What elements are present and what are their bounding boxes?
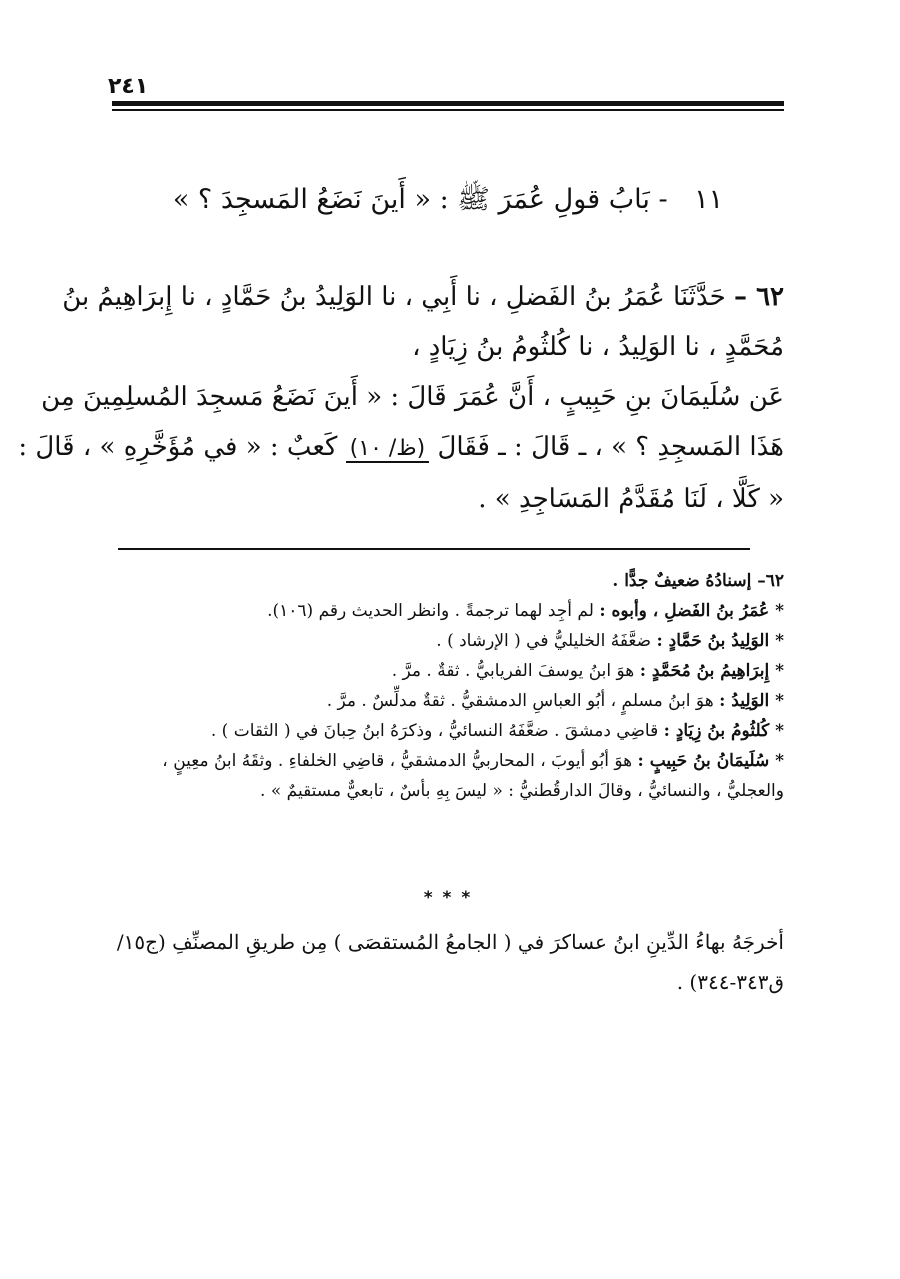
- hadith-number: ٦٢ –: [734, 282, 784, 312]
- narrator-note: هوَ ابنُ مسلمٍ ، أبُو العباسِ الدمشقيُّ . ثقةٌ مدلِّسٌ . مرَّ .: [326, 691, 714, 711]
- hadith-line-4-start: هَذَا المَسجِدِ ؟ » ، ـ قَالَ : ـ فَقَالَ: [437, 432, 784, 462]
- footnote-narrator-4: [112, 686, 784, 716]
- hadith-line-4-end: كَعبٌ : « في مُؤَخَّرِهِ » ، قَالَ :: [18, 432, 338, 462]
- footnote-narrator-6: [112, 746, 784, 776]
- narrator-name: * عُمَرُ بنُ الفَضلِ ، وأبوه :: [599, 601, 784, 621]
- narrator-name: * سُلَيمَانُ بنُ حَبِيبٍ :: [637, 751, 784, 771]
- header-rule-thick: [112, 101, 784, 106]
- chapter-title: [112, 180, 784, 220]
- narrator-name: * كُلثُومُ بنُ زِيَادٍ :: [663, 721, 784, 741]
- hadith-line-5: « كَلَّا ، لَنَا مُقَدَّمُ المَسَاجِدِ » .: [478, 484, 784, 514]
- page-number: ٢٤١: [108, 74, 149, 99]
- footnote-heading: ٦٢– إسنادُهُ ضعيفٌ جدًّا .: [612, 571, 784, 591]
- hadith-line-3: عَن سُلَيمَانَ بنِ حَبِيبٍ ، أَنَّ عُمَرَ قَالَ : « أَينَ نَضَعُ مَسجِدَ المُسلِمِينَ مِن: [41, 382, 784, 412]
- narrator-name: * الوَلِيدُ :: [719, 691, 784, 711]
- narrator-note: هوَ أبُو أيوبَ ، المحاربيُّ الدمشقيُّ ، قاضِي الخلفاءِ . وثقَهُ ابنُ معِينٍ ،: [162, 751, 633, 771]
- narrator-name: * الوَلِيدُ بنُ حَمَّادٍ :: [656, 631, 784, 651]
- footnote-narrator-3: [112, 656, 784, 686]
- manuscript-reference: (ظ/ ١٠): [346, 436, 430, 463]
- hadith-line-4: [18, 422, 784, 474]
- appendix-line-2: ق٣٤٣-٣٤٤) .: [676, 970, 784, 994]
- footnote-narrator-5: [112, 716, 784, 746]
- narrator-note: قاضِي دمشقَ . ضعَّفَهُ النسائيُّ ، وذكرَهُ ابنُ حِبانَ في ( الثقات ) .: [210, 721, 659, 741]
- footnotes: [112, 566, 784, 806]
- hadith-text: [18, 272, 784, 524]
- narrator-note: هوَ ابنُ يوسفَ الفريابيُّ . ثقةٌ . مرَّ .: [391, 661, 635, 681]
- chapter-title-text: - بَابُ قولِ عُمَرَ ﷺ : « أَينَ نَضَعُ المَسجِدَ ؟ »: [172, 184, 668, 215]
- appendix-line-1: أخرجَهُ بهاءُ الدِّينِ ابنُ عساكرَ في ( الجامعُ المُستقصَى ) مِن طريقِ المصنِّفِ (ج١٥/: [116, 930, 784, 954]
- chapter-number: ١١: [694, 184, 724, 215]
- appendix-note: [112, 922, 784, 1002]
- header-rule-thin: [112, 109, 784, 111]
- narrator-name: * إِبرَاهِيمُ بنُ مُحَمَّدٍ :: [639, 661, 784, 681]
- footnote-narrator-6-continued: والعجليُّ ، والنسائيُّ ، وقالَ الدارقُطنيُّ : « ليسَ بِهِ بأسٌ ، تابعيٌّ مستقيمٌ » .: [260, 781, 784, 801]
- footnote-divider: [118, 548, 750, 550]
- narrator-note: لم أجِد لهما ترجمةً . وانظر الحديث رقم (١٠٦).: [267, 601, 594, 621]
- hadith-line-1-text: حَدَّثَنَا عُمَرُ بنُ الفَضلِ ، نا أَبِي ، نا الوَلِيدُ بنُ حَمَّادٍ ، نا إِبرَاهِيمُ بنُ: [62, 282, 726, 312]
- footnote-narrator-1: [112, 596, 784, 626]
- narrator-note: ضعَّفَهُ الخليليُّ في ( الإرشاد ) .: [436, 631, 652, 651]
- footnote-narrator-2: [112, 626, 784, 656]
- hadith-line-1: [62, 272, 784, 322]
- section-separator: * * *: [423, 888, 473, 908]
- hadith-line-2: مُحَمَّدٍ ، نا الوَلِيدُ ، نا كُلثُومُ بنُ زِيَادٍ ،: [412, 332, 784, 362]
